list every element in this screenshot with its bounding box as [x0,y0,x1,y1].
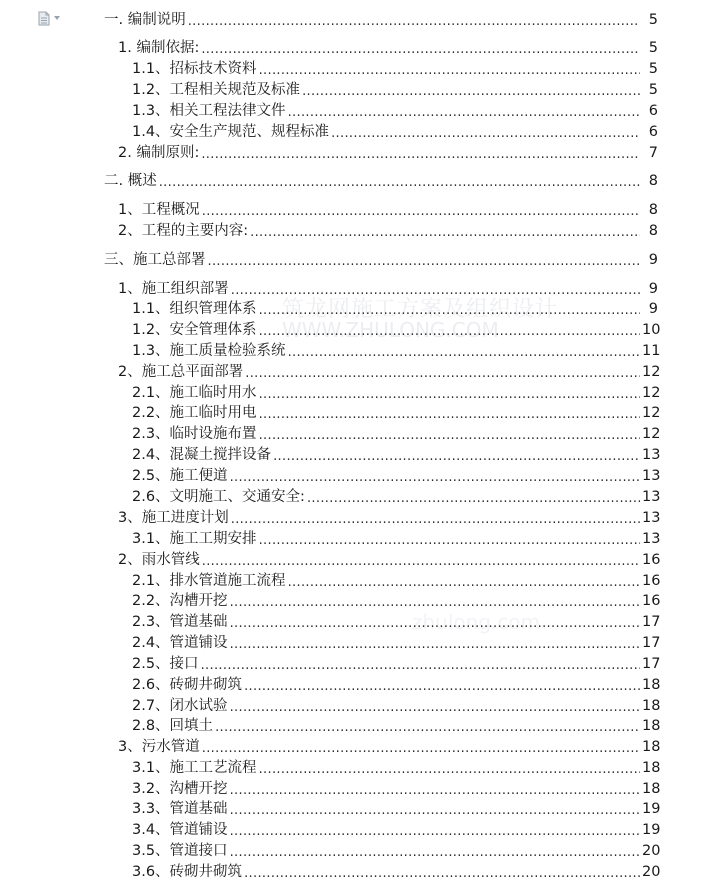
toc-entry-title: 1.2、安全管理体系 [132,322,257,338]
toc-leader [230,800,640,821]
toc-entry-title: 1.4、安全生产规范、规程标准 [132,124,330,140]
toc-entry[interactable] [132,612,661,632]
toc-entry-title: 1.3、相关工程法律文件 [132,103,286,119]
toc-entry[interactable] [132,445,661,465]
toc-leader [273,446,640,467]
toc-entry-page: 5 [648,82,658,98]
toc-entry[interactable] [132,571,661,591]
toc-entry-page: 17 [642,614,661,630]
toc-entry-title: 2.2、沟槽开挖 [132,593,228,609]
toc-entry-page: 12 [642,426,661,442]
toc-entry[interactable] [132,758,661,778]
toc-leader [288,102,640,123]
toc-entry[interactable] [132,779,661,799]
toc-leader [250,222,640,243]
toc-entry[interactable] [118,221,658,241]
toc-entry-page: 7 [648,145,658,161]
toc-entry-page: 16 [642,593,661,609]
toc-entry[interactable] [132,862,661,882]
toc-entry[interactable] [118,279,658,299]
toc-leader [230,592,640,613]
toc-entry-title: 2.5、接口 [132,656,199,672]
toc-entry-page: 18 [642,698,661,714]
toc-leader [244,863,640,884]
toc-entry-page: 20 [642,864,661,880]
toc-entry-title: 1.3、施工质量检验系统 [132,343,286,359]
toc-entry-page: 8 [648,202,658,218]
toc-leader [331,123,640,144]
toc-entry-page: 12 [642,405,661,421]
toc-entry-page: 5 [648,40,658,56]
toc-entry-title: 3.3、管道基础 [132,801,228,817]
toc-entry[interactable] [118,508,661,528]
toc-entry-title: 1、工程概况 [118,202,200,218]
toc-leader [230,613,640,634]
toc-leader [259,425,640,446]
toc-entry-title: 二. 概述 [104,173,157,189]
toc-entry-page: 16 [642,573,661,589]
toc-entry-page: 5 [648,12,658,28]
toc-entry[interactable] [132,675,661,695]
toc-entry-title: 2.6、文明施工、交通安全: [132,489,305,505]
toc-leader [201,655,640,676]
toc-leader [231,280,640,301]
toc-entry[interactable] [132,654,661,674]
toc-leader [259,404,640,425]
toc-entry-page: 13 [642,510,661,526]
toc-entry-title: 2.6、砖砌井砌筑 [132,677,243,693]
toc-leader [259,60,640,81]
toc-entry-page: 9 [648,252,658,268]
toc-leader [208,251,641,272]
toc-leader [244,676,640,697]
toc-leader [288,572,640,593]
toc-entry-title: 2.1、排水管道施工流程 [132,573,286,589]
document-icon [38,11,50,26]
toc-leader [188,11,640,32]
toc-entry-title: 2.3、临时设施布置 [132,426,257,442]
toc-entry[interactable] [132,122,658,142]
toc-entry-title: 2、工程的主要内容: [118,223,249,239]
toc-entry-title: 1.1、招标技术资料 [132,61,257,77]
toc-entry-title: 3.1、施工工艺流程 [132,760,257,776]
toc-entry-title: 2.2、施工临时用电 [132,405,257,421]
toc-entry-page: 10 [642,322,661,338]
toc-entry-title: 3.2、沟槽开挖 [132,781,228,797]
toc-entry[interactable] [132,383,661,403]
toc-entry[interactable] [132,633,661,653]
toc-entry-page: 8 [648,223,658,239]
toc-leader [202,551,640,572]
toc-entry-title: 2.8、回填土 [132,718,214,734]
toc-entry-title: 3.5、管道接口 [132,843,228,859]
toc-entry-page: 12 [642,364,661,380]
toc-entry-title: 2. 编制原则: [118,145,200,161]
toc-entry-page: 12 [642,385,661,401]
toc-entry[interactable] [118,143,658,163]
toc-entry-title: 2.5、施工便道 [132,468,228,484]
watermark-text: 筑龙网施工方案及组织设计 [282,297,559,322]
toc-entry-page: 9 [648,281,658,297]
toc-entry-page: 17 [642,656,661,672]
toc-leader [201,144,640,165]
toc-leader [230,697,640,718]
toc-leader [230,842,640,863]
document-menu-button[interactable] [38,10,66,26]
toc-leader [288,342,640,363]
toc-leader [302,81,640,102]
toc-entry-page: 18 [642,760,661,776]
toc-entry[interactable] [132,591,661,611]
toc-entry[interactable] [132,799,661,819]
toc-entry[interactable] [132,299,658,319]
toc-entry[interactable] [132,320,661,340]
toc-entry[interactable] [132,820,661,840]
toc-leader [159,172,640,193]
toc-entry-page: 16 [642,552,661,568]
toc-entry[interactable] [104,171,658,191]
toc-entry-title: 1.2、工程相关规范及标准 [132,82,301,98]
toc-leader [307,488,640,509]
toc-entry[interactable] [132,59,658,79]
toc-entry-page: 19 [642,822,661,838]
toc-entry-page: 13 [642,447,661,463]
toc-entry-page: 18 [642,718,661,734]
toc-entry-page: 5 [648,61,658,77]
toc-entry-page: 6 [648,124,658,140]
watermark-url: WWW.ZHULONG.COM [282,318,499,342]
toc-entry-title: 1、施工组织部署 [118,281,229,297]
toc-leader [259,300,640,321]
toc-entry[interactable] [132,466,661,486]
toc-entry[interactable] [104,250,658,270]
toc-entry-page: 13 [642,489,661,505]
toc-leader [259,759,640,780]
toc-entry-page: 11 [642,343,661,359]
toc-entry-page: 18 [642,781,661,797]
toc-leader [230,780,640,801]
chevron-down-icon [54,16,60,20]
toc-leader [202,201,640,222]
toc-entry[interactable] [132,101,658,121]
toc-entry[interactable] [132,424,661,444]
toc-entry-page: 13 [642,531,661,547]
toc-entry-title: 3、施工进度计划 [118,510,229,526]
toc-leader [230,634,640,655]
toc-entry-title: 3.1、施工工期安排 [132,531,257,547]
toc-entry[interactable] [132,80,658,100]
toc-entry-page: 20 [642,843,661,859]
toc-entry-title: 2.3、管道基础 [132,614,228,630]
toc-leader [230,821,640,842]
toc-entry-title: 2、雨水管线 [118,552,200,568]
toc-entry-title: 3.4、管道铺设 [132,822,228,838]
toc-leader [259,321,640,342]
watermark-logo-text: zhulong.com [412,610,541,634]
toc-entry-page: 13 [642,468,661,484]
toc-entry-title: 1.1、组织管理体系 [132,301,257,317]
toc-entry-title: 2.4、管道铺设 [132,635,228,651]
toc-entry-page: 8 [648,173,658,189]
toc-entry-title: 2.1、施工临时用水 [132,385,257,401]
toc-leader [202,738,640,759]
toc-entry-title: 三、施工总部署 [104,252,206,268]
toc-entry[interactable] [132,487,661,507]
toc-entry-title: 3、污水管道 [118,739,200,755]
toc-entry[interactable] [104,10,658,30]
toc-entry[interactable] [132,341,661,361]
toc-leader [259,384,640,405]
toc-entry[interactable] [118,737,661,757]
toc-entry-title: 2、施工总平面部署 [118,364,244,380]
toc-entry[interactable] [132,696,661,716]
toc-entry[interactable] [118,550,661,570]
toc-entry-page: 17 [642,635,661,651]
toc-entry-page: 18 [642,677,661,693]
toc-entry-title: 3.6、砖砌井砌筑 [132,864,243,880]
toc-entry-page: 19 [642,801,661,817]
toc-entry[interactable] [132,529,661,549]
toc-entry-page: 6 [648,103,658,119]
toc-entry-title: 1. 编制依据: [118,40,200,56]
toc-entry[interactable] [118,362,661,382]
toc-entry-title: 一. 编制说明 [104,12,186,28]
toc-entry[interactable] [132,403,661,423]
toc-leader [230,467,640,488]
toc-leader [259,530,640,551]
toc-entry-title: 2.7、闭水试验 [132,698,228,714]
toc-entry-page: 9 [648,301,658,317]
toc-entry[interactable] [132,716,661,736]
toc-entry[interactable] [132,841,661,861]
toc-leader [231,509,640,530]
toc-leader [201,39,640,60]
toc-leader [245,363,640,384]
toc-entry-page: 18 [642,739,661,755]
toc-entry[interactable] [118,38,658,58]
toc-entry[interactable] [118,200,658,220]
toc-leader [215,717,640,738]
toc-entry-title: 2.4、混凝土搅拌设备 [132,447,272,463]
